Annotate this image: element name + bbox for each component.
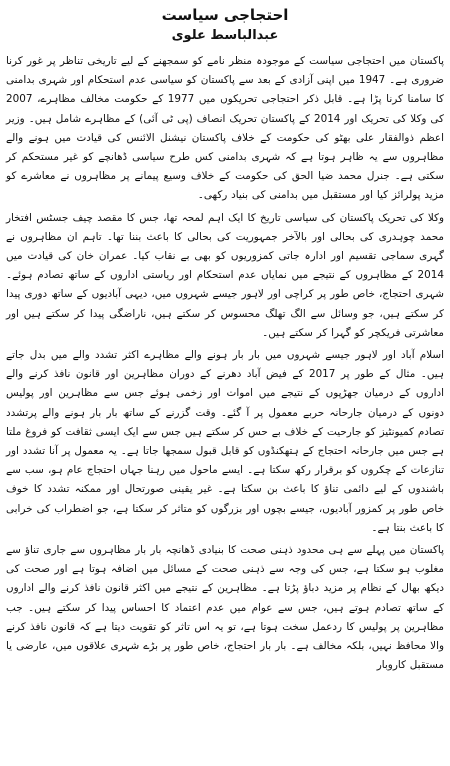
article-paragraph: اسلام آباد اور لاہور جیسے شہروں میں بار بار ہونے والے مظاہرے اکثر تشدد والے میں بدل جاتے ہیں۔ مثال کے طور پر 2017 کے فیض آباد دھرنے کے دوران مظاہرین اور قانون نافذ کرنے والے اداروں کے درمیان جھڑپوں کے نتیجے میں اموات اور زخمی ہوئے جس سے مظاہرین اور پولیس دونوں کے درمیان جارحانہ حربے معمول پر آ گئے۔ وقت گزرنے کے ساتھ بار بار ہونے والے پرتشدد تصادم کمیونٹیز کو جارحیت کے خلاف بے حس کر سکتے ہیں جس سے ایک ایسی ثقافت کو فروغ ملتا ہے جس میں جارحانہ احتجاج کے ہتھکنڈوں کو قابل قبول سمجھا جاتا ہے۔ یہ معمول پر آنا تشدد اور تنازعات کے چکروں کو برقرار رکھ سکتا ہے۔ ایسے ماحول میں رہنا جہاں احتجاج عام ہو، سب سے باشندوں کے لیے دائمی تناؤ کا باعث بن سکتا ہے۔ غیر یقینی صورتحال اور ممکنہ تشدد کا خوف خاص طور پر کمزور آبادیوں، جیسے بچوں اور بزرگوں کو متاثر کر سکتا ہے، جو اضطراب کی خرابی کا باعث بنتا ہے۔	[6, 349, 445, 534]
article-paragraph: پاکستان میں پہلے سے ہی محدود ذہنی صحت کا بنیادی ڈھانچہ بار بار مظاہروں سے جاری تناؤ سے مغلوب ہو سکتا ہے، جس کی وجہ سے ذہنی صحت کے مسائل میں اضافہ ہوتا ہے اور صحت کی دیکھ بھال کے نظام پر مزید دباؤ پڑتا ہے۔ مظاہرین کے نتیجے میں اکثر قانون نافذ کرنے والے اداروں کے ساتھ تصادم ہوتے ہیں، جس سے عوام میں عدم اعتماد کا احساس پیدا کر سکتے ہیں۔ جب مظاہرین پر پولیس کا ردعمل سخت ہوتا ہے، تو یہ اس تاثر کو تقویت دیتا ہے کہ قانون نافذ کرنے والا محافظ نہیں، بلکہ مخالف ہے۔ بار بار احتجاج، خاص طور پر بڑے شہری علاقوں میں، عارضی یا مستقبل کاروبار	[6, 544, 444, 672]
article-title: احتجاجی سیاست	[161, 6, 289, 24]
article-author: عبدالباسط علوی	[171, 28, 279, 43]
article-paragraph: پاکستان میں احتجاجی سیاست کے موجودہ منظر نامے کو سمجھنے کے لیے تاریخی تناظر پر غور کرنا ضروری ہے۔ 1947 میں اپنی آزادی کے بعد سے پاکستان کو سیاسی عدم استحکام اور شہری بدامنی کا سامنا کرنا پڑا ہے۔ قابل ذکر احتجاجی تحریکوں میں 1977 کے حکومت مخالف مظاہرے، 2007 کی وکلا کی تحریک اور 2014 کے پاکستان تحریک انصاف (پی ٹی آئی) کے مظاہرے شامل ہیں۔ وزیر اعظم ذوالفقار علی بھٹو کی حکومت کے خلاف پاکستان نیشنل الائنس کی قیادت میں ہونے والے مظاہروں سے یہ ظاہر ہوتا ہے کہ شہری بدامنی کس طرح سیاسی ڈھانچے کو غیر مستحکم کر سکتی ہے۔ جنرل محمد ضیا الحق کی حکومت کے خلاف وسیع پیمانے پر مظاہروں نے معاشرے کو مزید پولرائز کیا اور مستقبل میں بدامنی کی بنیاد رکھی۔	[6, 55, 445, 202]
article-paragraph: وکلا کی تحریک پاکستان کی سیاسی تاریخ کا ایک اہم لمحہ تھا، جس کا مقصد چیف جسٹس افتخار محمد چوہدری کی بحالی اور بالآخر جمہوریت کی بحالی کا باعث بننا تھا۔ تاہم ان مظاہروں نے گہری سماجی تقسیم اور ادارہ جاتی کمزوریوں کو بھی بے نقاب کیا۔ عمران خان کی قیادت میں 2014 کے مظاہروں کے نتیجے میں نمایاں عدم استحکام اور ریاستی اداروں کے ساتھ تصادم ہوئے۔ شہری احتجاج، خاص طور پر کراچی اور لاہور جیسے شہروں میں، دیہی آبادیوں کے ساتھ دوری پیدا کر سکتے ہیں، جو وسائل سے الگ تھلگ محسوس کر سکتے ہیں، ناراضگی پیدا کر سکتے ہیں اور معاشرتی فریکچر کو گہرا کر سکتے ہیں۔	[6, 211, 444, 339]
